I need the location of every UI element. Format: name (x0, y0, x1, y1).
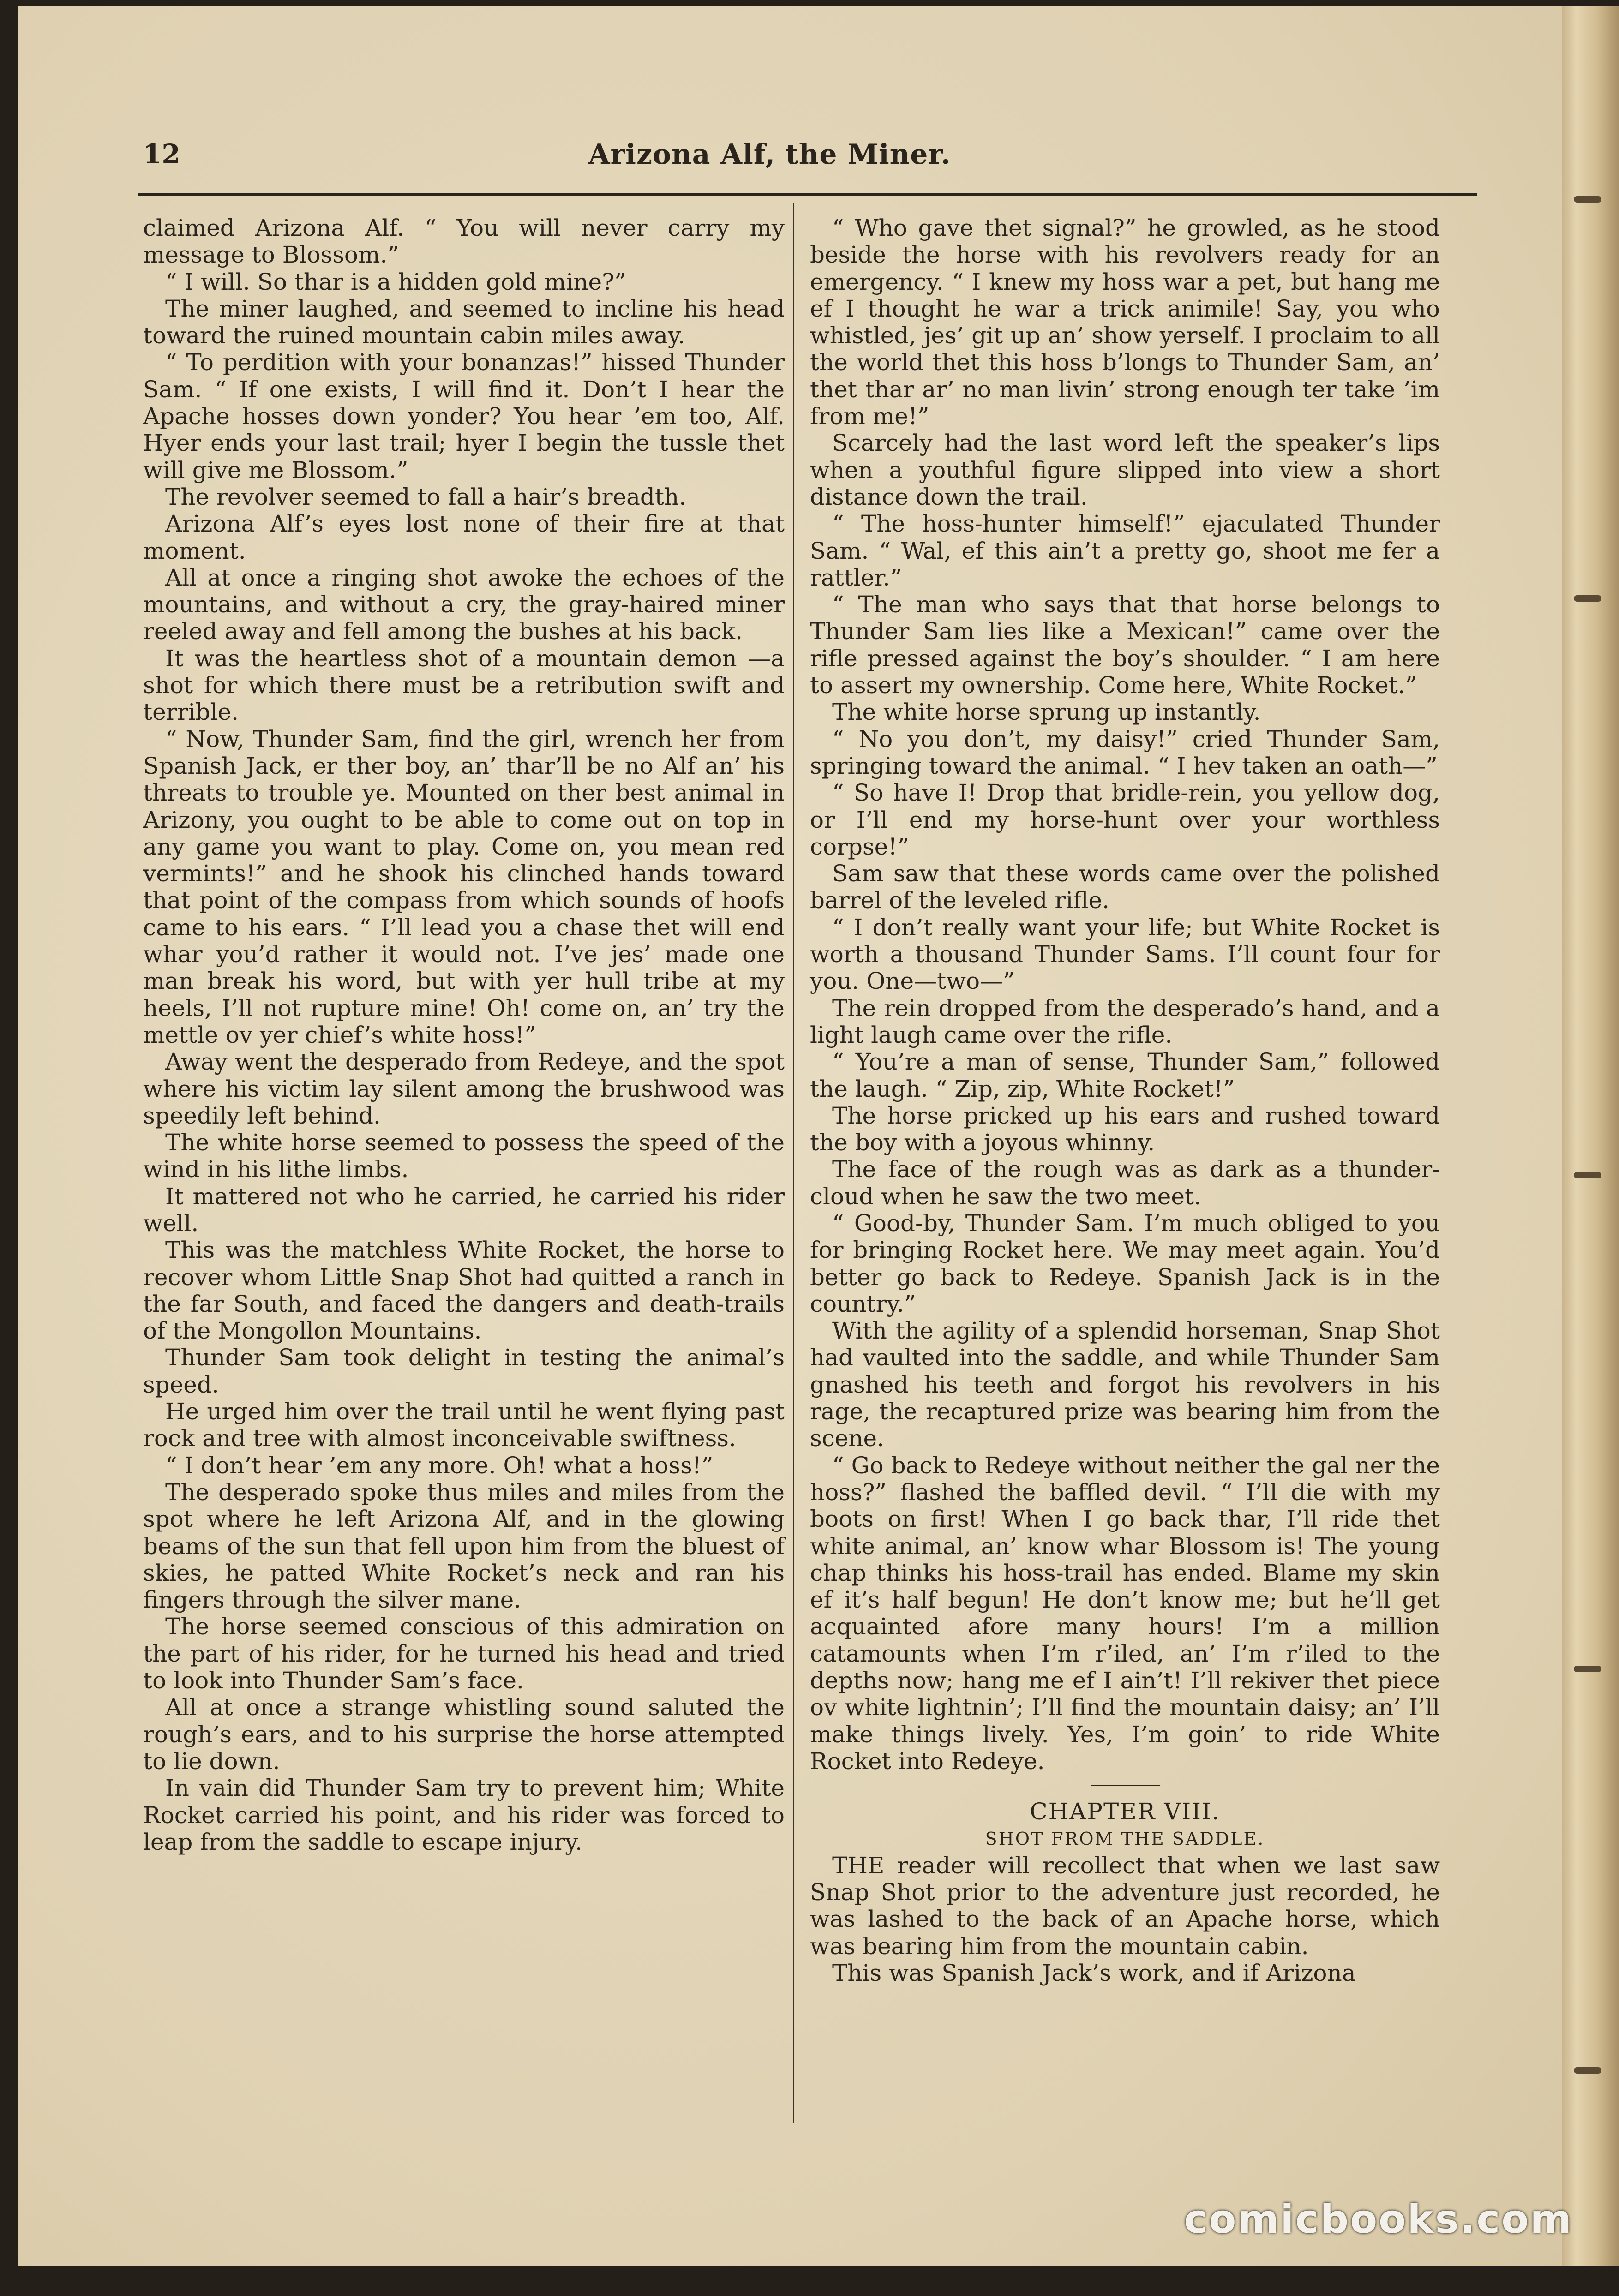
paragraph: The miner laughed, and seemed to incline his head toward the ruined mountain cabin miles away. (143, 295, 785, 349)
paragraph: The desperado spoke thus miles and miles from the spot where he left Arizona Alf, and in the glowing beams of the sun that fell upon him from the bluest of skies, he patted White Rocket’s neck and ran his fingers through the silver mane. (143, 1478, 785, 1614)
paragraph: The white horse seemed to possess the speed of the wind in his lithe limbs. (143, 1129, 785, 1183)
paragraph: “ The man who says that that horse belongs to Thunder Sam lies like a Mexican!” came over the rifle pressed against the boy’s shoulder. “ I am here to assert my ownership. Come here, White Rocket.” (810, 591, 1440, 699)
paragraph: “ Go back to Redeye without neither the gal ner the hoss?” flashed the baffled devil. “ I’ll die with my boots on first! When I go back thar, I’ll ride thet white animal, an’ know whar Blossom is! The young chap thinks his hoss-trail has ended. Blame my skin ef it’s half begun! He don’t know me; but he’ll get acquainted afore many hours! I’m a million catamounts when I’m r’iled, an’ I’m r’iled to the depths now; hang me ef I ain’t! I’ll rekiver thet piece ov white lightnin’; I’ll find the mountain daisy; an’ I’ll make things lively. Yes, I’m goin’ to ride White Rocket into Redeye. (810, 1452, 1440, 1775)
paragraph: The horse pricked up his ears and rushed toward the boy with a joyous whinny. (810, 1102, 1440, 1156)
paragraph: “ So have I! Drop that bridle-rein, you yellow dog, or I’ll end my horse-hunt over your worthless corpse!” (810, 779, 1440, 860)
paragraph: This was the matchless White Rocket, the horse to recover whom Little Snap Shot had quitted a ranch in the far South, and faced the dangers and death-trails of the Mongollon Mountains. (143, 1237, 785, 1345)
paragraph: “ I don’t really want your life; but White Rocket is worth a thousand Thunder Sams. I’ll count four for you. One—two—” (810, 914, 1440, 995)
header-rule (138, 193, 1477, 196)
paragraph: “ Good-by, Thunder Sam. I’m much obliged to you for bringing Rocket here. We may meet again. You’d better go back to Redeye. Spanish Jack is in the country.” (810, 1209, 1440, 1317)
staple (1574, 1666, 1601, 1672)
paragraph: Arizona Alf’s eyes lost none of their fire at that moment. (143, 510, 785, 564)
paragraph: “ I will. So thar is a hidden gold mine?” (165, 268, 626, 295)
paragraph: Thunder Sam took delight in testing the animal’s speed. (143, 1344, 785, 1398)
staple (1574, 1172, 1601, 1178)
paragraph: All at once a strange whistling sound saluted the rough’s ears, and to his surprise the horse attempted to lie down. (143, 1694, 785, 1775)
chapter-text (810, 1852, 1440, 1986)
paragraph: “ You’re a man of sense, Thunder Sam,” followed the laugh. “ Zip, zip, White Rocket!” (810, 1048, 1440, 1102)
paragraph: The face of the rough was as dark as a thunder-cloud when he saw the two meet. (810, 1156, 1440, 1210)
paragraph: THE reader will recollect that when we last saw Snap Shot prior to the adventure just recorded, he was lashed to the back of an Apache horse, which was bearing him from the mountain cabin. (810, 1852, 1440, 1960)
chapter-rule (1091, 1785, 1160, 1786)
binding-spine (1562, 6, 1619, 2266)
right-column (810, 215, 1440, 1986)
paragraph: The horse seemed conscious of this admiration on the part of his rider, for he turned his head and tried to look into Thunder Sam’s face. (143, 1613, 785, 1694)
paragraph: The rein dropped from the desperado’s hand, and a light laugh came over the rifle. (810, 994, 1440, 1048)
paragraph: “ To perdition with your bonanzas!” hissed Thunder Sam. “ If one exists, I will find it. Don’t I hear the Apache hosses down yonder? You hear ’em too, Alf. Hyer ends your last trail; hyer I begin the tussle thet will give me Blossom.” (143, 349, 785, 484)
paragraph: The revolver seemed to fall a hair’s breadth. (165, 483, 687, 510)
paragraph: The white horse sprung up instantly. (832, 699, 1261, 726)
staple (1574, 595, 1601, 602)
paragraph: Sam saw that these words came over the polished barrel of the leveled rifle. (810, 860, 1440, 914)
paragraph: It was the heartless shot of a mountain demon —a shot for which there must be a retribution swift and terrible. (143, 645, 785, 726)
staple (1574, 2067, 1601, 2074)
column-divider (793, 203, 794, 2123)
right-column-text (810, 215, 1440, 1775)
paragraph: All at once a ringing shot awoke the echoes of the mountains, and without a cry, the gray-haired miner reeled away and fell among the bushes at his back. (143, 564, 785, 645)
paragraph: “ Now, Thunder Sam, find the girl, wrench her from Spanish Jack, er ther boy, an’ thar’ll be no Alf an’ his threats to trouble ye. Mounted on ther best animal in Arizony, you ought to be able to come out on top in any game you want to play. Come on, you mean red vermints!” and he shook his clinched hands toward that point of the compass from which sounds of hoofs came to his ears. “ I’ll lead you a chase thet will end whar you’d rather it would not. I’ve jes’ made one man break his word, but with yer hull tribe at my heels, I’ll not rupture mine! Oh! come on, an’ try the mettle ov yer chief’s white hoss!” (143, 725, 785, 1048)
paragraph: “ The hoss-hunter himself!” ejaculated Thunder Sam. “ Wal, ef this ain’t a pretty go, shoot me fer a rattler.” (810, 510, 1440, 591)
paragraph: “ I don’t hear ’em any more. Oh! what a hoss!” (165, 1452, 714, 1479)
paragraph: He urged him over the trail until he went flying past rock and tree with almost inconceivable swiftness. (143, 1398, 785, 1452)
page-header (138, 138, 1477, 175)
paragraph: With the agility of a splendid horseman, Snap Shot had vaulted into the saddle, and while Thunder Sam gnashed his teeth and forgot his revolvers in his rage, the recaptured prize was bearing him from the scene. (810, 1317, 1440, 1452)
running-title: Arizona Alf, the Miner. (588, 138, 951, 171)
paragraph: It mattered not who he carried, he carried his rider well. (143, 1183, 785, 1237)
watermark: comicbooks.com (1184, 2196, 1573, 2242)
paragraph: This was Spanish Jack’s work, and if Arizona (832, 1960, 1356, 1986)
staple (1574, 196, 1601, 203)
left-column (143, 215, 785, 1855)
paragraph: claimed Arizona Alf. “ You will never carry my message to Blossom.” (143, 215, 785, 269)
paragraph: In vain did Thunder Sam try to prevent him; White Rocket carried his point, and his rider was forced to leap from the saddle to escape injury. (143, 1775, 785, 1855)
paragraph: “ Who gave thet signal?” he growled, as he stood beside the horse with his revolvers ready for an emergency. “ I knew my hoss war a pet, but hang me ef I thought he war a trick animile! Say, you who whistled, jes’ git up an’ show yerself. I proclaim to all the world thet this hoss b’longs to Thunder Sam, an’ thet thar ar’ no man livin’ strong enough ter take ’im from me!” (810, 215, 1440, 430)
page-number: 12 (143, 138, 180, 170)
paragraph: Away went the desperado from Redeye, and the spot where his victim lay silent among the brushwood was speedily left behind. (143, 1048, 785, 1129)
paragraph: “ No you don’t, my daisy!” cried Thunder Sam, springing toward the animal. “ I hev taken an oath—” (810, 725, 1440, 779)
paragraph: Scarcely had the last word left the speaker’s lips when a youthful figure slipped into view a short distance down the trail. (810, 430, 1440, 510)
chapter-subtitle: SHOT FROM THE SADDLE. (985, 1828, 1265, 1849)
chapter-title: CHAPTER VIII. (1030, 1798, 1220, 1825)
